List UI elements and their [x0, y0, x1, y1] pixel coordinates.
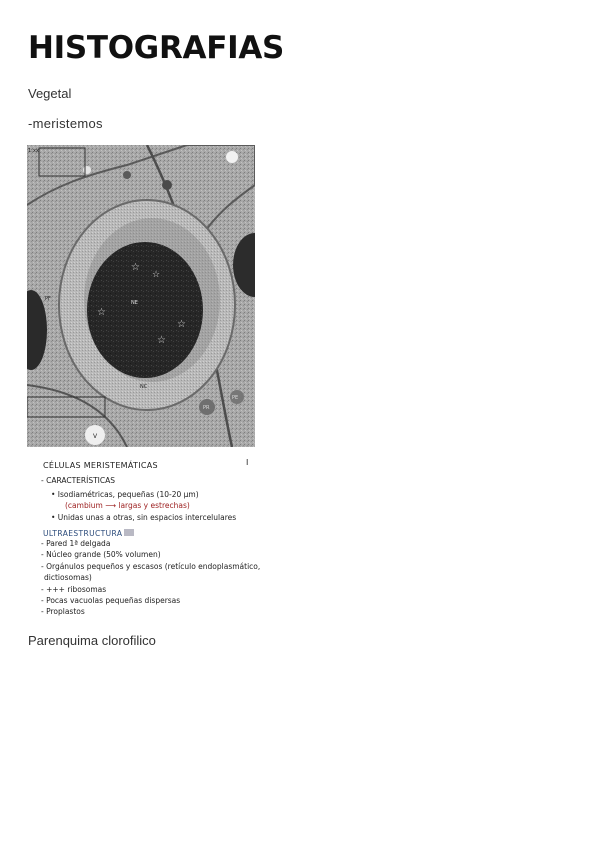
svg-text:☆: ☆ — [97, 307, 106, 318]
meristem-notes-image — [27, 455, 261, 625]
notes-proplastos: - Proplastos — [41, 607, 85, 616]
notes-dictiosomas: dictiosomas) — [44, 573, 92, 582]
section-heading-parenquima: Parenquima clorofilico — [28, 633, 156, 648]
section-heading-vegetal: Vegetal — [28, 86, 72, 101]
svg-text:☆: ☆ — [157, 335, 166, 346]
micrograph-label-v: V — [93, 433, 98, 440]
svg-text:☆: ☆ — [152, 270, 161, 280]
notes-heading: CÉLULAS MERISTEMÁTICAS — [43, 461, 158, 470]
notes-isodiametric: • Isodiamétricas, pequeñas (10-20 µm) — [51, 490, 199, 499]
subsection-meristemos: -meristemos — [28, 116, 103, 131]
micrograph-label-corner: 1:xx — [28, 148, 39, 154]
notes-nucleo: - Núcleo grande (50% volumen) — [41, 550, 161, 559]
notes-vacuolas: - Pocas vacuolas pequeñas dispersas — [41, 596, 181, 605]
notes-cambium: (cambium ⟶ largas y estrechas) — [65, 501, 190, 510]
page-title: HISTOGRAFIAS — [28, 30, 285, 66]
micrograph-label-pr: PR — [203, 405, 210, 411]
micrograph-label-nc: NC — [140, 384, 148, 390]
notes-unidas: • Unidas unas a otras, sin espacios intercelulares — [51, 513, 237, 522]
meristem-micrograph-image — [27, 145, 255, 447]
notes-corner-mark: I — [246, 458, 249, 467]
notes-characteristics: - CARACTERÍSTICAS — [41, 476, 116, 485]
notes-ribosomas: - +++ ribosomas — [41, 585, 107, 594]
notes-organulos: - Orgánulos pequeños y escasos (retículo endoplasmático, — [41, 562, 261, 571]
notes-ultrastructure-badge — [124, 529, 134, 536]
svg-text:☆: ☆ — [177, 319, 186, 330]
micrograph-label-pf: PF — [45, 296, 51, 302]
notes-ultrastructure-heading: ULTRAESTRUCTURA — [43, 529, 123, 538]
micrograph-label-ne: NE — [131, 300, 138, 306]
micrograph-label-pe: PE — [232, 395, 239, 401]
svg-text:☆: ☆ — [131, 262, 140, 273]
notes-pared: - Pared 1ª delgada — [41, 539, 111, 548]
